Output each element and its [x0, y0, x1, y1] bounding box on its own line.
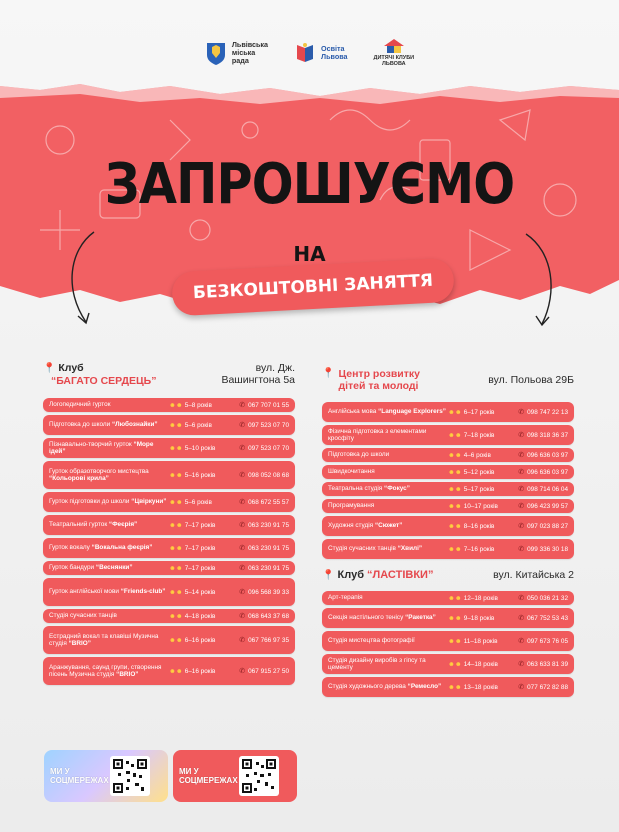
age-range: [448, 503, 510, 510]
activity-brand: “Море ідей”: [49, 440, 154, 455]
centre-rozvytku: [322, 368, 574, 700]
phone[interactable]: [231, 564, 289, 572]
phone-icon: ✆: [239, 472, 246, 479]
activity-name: [328, 426, 448, 445]
kids-icon: ☻☻: [169, 521, 183, 529]
phone-number[interactable]: 097 023 88 27: [527, 522, 568, 530]
social-label: МИ У СОЦМЕРЕЖАХ: [179, 767, 238, 785]
activity-row: [322, 608, 574, 628]
activity-name: [49, 399, 169, 411]
activity-title: Гурток вокалу: [49, 544, 90, 552]
phone[interactable]: [231, 471, 289, 479]
club-title: [43, 362, 156, 387]
activity-row: [322, 654, 574, 674]
age-range: [169, 445, 231, 452]
activity-brand: “BRIO”: [116, 671, 139, 678]
location-pin-icon: 📍: [322, 368, 335, 379]
phone-icon: ✆: [239, 565, 246, 572]
activity-row: [322, 539, 574, 559]
phone-icon: ✆: [518, 661, 525, 668]
age-text: 4–6 років: [463, 451, 491, 459]
kids-icon: ☻☻: [169, 444, 183, 452]
age-text: 5–6 років: [184, 498, 212, 506]
activity-name: [328, 406, 448, 418]
phone-icon: ✆: [518, 486, 525, 493]
kids-icon: ☻☻: [169, 588, 183, 596]
kids-icon: ☻☻: [169, 401, 183, 409]
phone-number[interactable]: 098 747 22 13: [527, 408, 568, 416]
phone[interactable]: [231, 421, 289, 429]
club-name: Центр розвитку дітей та молоді: [338, 368, 420, 392]
kids-icon: ☻☻: [448, 468, 462, 476]
activity-name: [328, 655, 448, 674]
activity-name: [49, 439, 169, 458]
age-text: 9–18 років: [463, 614, 495, 622]
age-range: [448, 452, 510, 459]
age-range: [448, 546, 510, 553]
subheadline: НА: [293, 242, 326, 266]
age-range: [169, 668, 231, 675]
activity-name: [49, 562, 169, 574]
activity-brand: “Кольорові крила”: [49, 475, 109, 482]
kids-icon: ☻☻: [169, 421, 183, 429]
activity-row: [322, 499, 574, 513]
activity-brand: “Веснянки”: [95, 564, 133, 572]
phone-number[interactable]: 098 318 36 37: [527, 431, 568, 439]
phone-number[interactable]: 050 036 21 32: [527, 594, 568, 602]
phone-icon: ✆: [518, 684, 525, 691]
activity-row: [322, 516, 574, 536]
age-text: 5–10 років: [184, 444, 216, 452]
club-label: Клуб: [337, 569, 364, 581]
phone-icon: ✆: [518, 432, 525, 439]
curved-arrow-left-icon: [64, 230, 104, 330]
phone[interactable]: [510, 683, 568, 691]
activity-brand: “Language Explorers”: [378, 408, 446, 416]
activity-title: Арт-терапія: [328, 594, 363, 602]
activity-row: [322, 631, 574, 651]
location-pin-icon: 📍: [322, 570, 335, 581]
logo-text: ДИТЯЧІ КЛУБИ ЛЬВОВА: [373, 55, 415, 67]
activity-list: [322, 402, 574, 559]
age-range: [448, 523, 510, 530]
activity-title: Театральна студія: [328, 485, 385, 493]
phone[interactable]: [231, 544, 289, 552]
age-range: [169, 565, 231, 572]
phone-number[interactable]: 098 052 08 68: [248, 471, 289, 479]
activity-title: Гурток англійської мови: [49, 588, 119, 596]
activity-list: [322, 591, 574, 697]
activity-row: [43, 415, 295, 435]
club-address: вул. Дж. Вашингтона 5а: [221, 362, 295, 386]
activity-brand: “Феєрія”: [108, 521, 138, 529]
phone[interactable]: [510, 431, 568, 439]
activity-name: [49, 610, 169, 622]
age-range: [448, 469, 510, 476]
club-address: вул. Польова 29Б: [488, 374, 574, 386]
phone[interactable]: [510, 545, 568, 553]
kids-icon: ☻☻: [448, 683, 462, 691]
activity-title: Студія сучасних танців: [49, 612, 117, 620]
age-text: 10–17 років: [463, 502, 498, 510]
logo-text: Львівська міська рада: [231, 39, 269, 65]
phone[interactable]: [510, 660, 568, 668]
phone-icon: ✆: [239, 499, 246, 506]
activity-title: Пізнавально-творчий гурток: [49, 440, 132, 448]
phone-icon: ✆: [518, 615, 525, 622]
phone[interactable]: [231, 498, 289, 506]
kids-icon: ☻☻: [448, 614, 462, 622]
phone-icon: ✆: [239, 422, 246, 429]
activity-name: [328, 483, 448, 495]
activity-brand: “Фокус”: [384, 485, 410, 493]
activity-brand: “Ракетка”: [405, 614, 436, 622]
activity-row: [43, 657, 295, 685]
partner-logos: [0, 38, 619, 67]
activity-brand: “Ремесло”: [407, 683, 442, 691]
phone[interactable]: [231, 588, 289, 596]
age-text: 7–17 років: [184, 521, 216, 529]
activity-row: [43, 561, 295, 575]
activity-name: [49, 496, 169, 508]
kids-icon: ☻☻: [169, 667, 183, 675]
age-range: [448, 432, 510, 439]
kids-icon: ☻☻: [448, 485, 462, 493]
activity-title: Естрадний вокал та клавіші Музична студія: [49, 632, 159, 647]
club-address: вул. Китайська 2: [493, 569, 574, 581]
kids-icon: ☻☻: [169, 544, 183, 552]
phone-icon: ✆: [239, 522, 246, 529]
phone[interactable]: [510, 637, 568, 645]
age-text: 7–17 років: [184, 544, 216, 552]
age-range: [169, 472, 231, 479]
age-text: 6–16 років: [184, 667, 216, 675]
kids-icon: ☻☻: [448, 431, 462, 439]
phone-icon: ✆: [239, 445, 246, 452]
age-range: [448, 615, 510, 622]
age-range: [169, 499, 231, 506]
phone[interactable]: [231, 444, 289, 452]
phone-number[interactable]: 097 523 07 70: [248, 444, 289, 452]
activity-name: [49, 631, 169, 650]
activity-list: [43, 398, 295, 685]
activity-row: [43, 438, 295, 458]
osvita-lviv-logo: [294, 41, 348, 65]
activity-title: Студія художнього дерева: [328, 683, 406, 691]
phone[interactable]: [510, 522, 568, 530]
activity-row: [43, 626, 295, 654]
phone-icon: ✆: [518, 595, 525, 602]
kids-icon: ☻☻: [169, 636, 183, 644]
activity-brand: “Вокальна феєрія”: [91, 544, 153, 552]
phone-number[interactable]: 097 523 07 70: [248, 421, 289, 429]
activity-row: [322, 465, 574, 479]
age-text: 5–14 років: [184, 588, 216, 596]
phone[interactable]: [231, 636, 289, 644]
phone-number[interactable]: 068 672 55 57: [248, 498, 289, 506]
social-card[interactable]: [44, 750, 168, 802]
activity-name: [49, 662, 169, 681]
club-name: “ЛАСТІВКИ”: [367, 569, 434, 581]
phone-number[interactable]: 068 643 37 68: [248, 612, 289, 620]
phone-icon: ✆: [239, 613, 246, 620]
phone-icon: ✆: [239, 545, 246, 552]
activity-title: Секція настільного тенісу: [328, 614, 404, 622]
phone-icon: ✆: [239, 668, 246, 675]
kids-icon: ☻☻: [448, 451, 462, 459]
phone[interactable]: [510, 502, 568, 510]
activity-brand: “Сюжет”: [374, 522, 403, 530]
phone-number[interactable]: 063 230 91 75: [248, 544, 289, 552]
phone-number[interactable]: 096 568 39 33: [248, 588, 289, 596]
kids-icon: ☻☻: [448, 502, 462, 510]
activity-name: [328, 520, 448, 532]
activity-title: Підготовка до школи: [328, 451, 390, 459]
osvita-book-icon: [294, 41, 316, 65]
activity-title: Студія мистецтва фотографії: [328, 637, 415, 645]
phone-number[interactable]: 063 633 81 39: [527, 660, 568, 668]
kids-icon: ☻☻: [169, 498, 183, 506]
phone-icon: ✆: [518, 452, 525, 459]
club-name: “БАГАТО СЕРДЕЦЬ”: [51, 375, 157, 387]
phone-number[interactable]: 098 714 06 04: [527, 485, 568, 493]
age-range: [448, 595, 510, 602]
activity-brand: “Friends-club”: [120, 588, 166, 596]
age-range: [169, 402, 231, 409]
logo-text: Освіта Львова: [321, 43, 348, 61]
activity-title: Логопедичний гурток: [49, 401, 111, 409]
activity-row: [43, 398, 295, 412]
activity-name: [328, 612, 448, 624]
activity-title: Швидкочитання: [328, 468, 375, 476]
age-text: 5–8 років: [184, 401, 212, 409]
phone[interactable]: [231, 521, 289, 529]
activity-title: Фізична підготовка з елементами кросфіту: [328, 427, 427, 442]
activity-name: [328, 681, 448, 693]
activity-title: Студія дизайну виробів з гіпсу та цементу: [328, 656, 426, 671]
location-pin-icon: 📍: [43, 363, 56, 374]
activity-name: [328, 543, 448, 555]
club-header: [43, 362, 295, 398]
club-header: [322, 368, 574, 402]
activity-row: [43, 515, 295, 535]
age-range: [169, 422, 231, 429]
age-range: [169, 613, 231, 620]
phone-number[interactable]: 067 707 01 55: [248, 401, 289, 409]
phone-icon: ✆: [518, 409, 525, 416]
age-text: 6–16 років: [184, 636, 216, 644]
phone[interactable]: [510, 614, 568, 622]
social-label: МИ У СОЦМЕРЕЖАХ: [50, 767, 109, 785]
club-title: [322, 569, 433, 582]
phone-icon: ✆: [518, 638, 525, 645]
age-text: 12–18 років: [463, 594, 498, 602]
age-range: [448, 684, 510, 691]
kids-clubs-logo: [374, 38, 415, 67]
activity-name: [328, 500, 448, 512]
activity-title: Підготовка до школи: [49, 421, 111, 429]
age-text: 6–17 років: [463, 408, 495, 416]
activity-row: [322, 425, 574, 445]
club-title: [322, 368, 420, 392]
age-text: 7–16 років: [463, 545, 495, 553]
phone-number[interactable]: 063 230 91 75: [248, 564, 289, 572]
phone-icon: ✆: [518, 469, 525, 476]
age-range: [448, 661, 510, 668]
age-range: [448, 486, 510, 493]
activity-name: [328, 635, 448, 647]
phone[interactable]: [231, 667, 289, 675]
kids-icon: ☻☻: [448, 522, 462, 530]
age-text: 8–16 років: [463, 522, 495, 530]
kids-icon: ☻☻: [169, 612, 183, 620]
activity-row: [322, 402, 574, 422]
phone[interactable]: [231, 401, 289, 409]
phone[interactable]: [510, 594, 568, 602]
activity-name: [49, 466, 169, 485]
activity-title: Гурток образотворчого мистецтва: [49, 467, 149, 475]
phone[interactable]: [510, 468, 568, 476]
age-range: [448, 409, 510, 416]
phone-icon: ✆: [518, 523, 525, 530]
free-classes-pill: БЕЗКОШТОВНІ ЗАНЯТТЯ: [171, 258, 455, 317]
activity-name: [328, 466, 448, 478]
activity-row: [43, 461, 295, 489]
qr-code-icon[interactable]: [110, 756, 150, 796]
activity-brand: “Любознайки”: [111, 421, 158, 429]
age-range: [169, 522, 231, 529]
age-range: [169, 545, 231, 552]
club-label: Клуб: [58, 362, 84, 374]
phone[interactable]: [510, 408, 568, 416]
activity-row: [43, 538, 295, 558]
activity-title: Програмування: [328, 502, 375, 510]
age-text: 11–18 років: [463, 637, 498, 645]
activity-name: [49, 586, 169, 598]
age-text: 14–18 років: [463, 660, 498, 668]
activity-row: [43, 609, 295, 623]
activity-name: [49, 519, 169, 531]
phone[interactable]: [231, 612, 289, 620]
age-text: 5–17 років: [463, 485, 495, 493]
qr-code-icon[interactable]: [239, 756, 279, 796]
activity-name: [49, 419, 169, 431]
phone-number[interactable]: 096 636 03 97: [527, 451, 568, 459]
phone-number[interactable]: 067 752 53 43: [527, 614, 568, 622]
phone-icon: ✆: [239, 589, 246, 596]
lviv-coat-of-arms-icon: [205, 41, 227, 65]
phone-number[interactable]: 099 336 30 18: [527, 545, 568, 553]
age-text: 4–18 років: [184, 612, 216, 620]
phone-number[interactable]: 096 636 03 97: [527, 468, 568, 476]
phone-icon: ✆: [518, 503, 525, 510]
kids-icon: ☻☻: [448, 545, 462, 553]
age-range: [169, 637, 231, 644]
age-text: 5–6 років: [184, 421, 212, 429]
club-bagato-serdets: [43, 362, 295, 688]
age-text: 5–12 років: [463, 468, 495, 476]
kids-icon: ☻☻: [448, 408, 462, 416]
phone-number[interactable]: 097 673 76 05: [527, 637, 568, 645]
kids-icon: ☻☻: [169, 564, 183, 572]
social-card[interactable]: [173, 750, 297, 802]
kids-icon: ☻☻: [448, 660, 462, 668]
activity-title: Аранжування, саунд групи, створення пісень Музична студія: [49, 663, 162, 678]
kids-icon: ☻☻: [448, 594, 462, 602]
activity-title: Художня студія: [328, 522, 374, 530]
lviv-council-logo: [205, 41, 268, 65]
age-text: 5–16 років: [184, 471, 216, 479]
club-header: [322, 569, 574, 591]
activity-title: Англійська мова: [328, 408, 377, 416]
activity-brand: “BRIO”: [68, 640, 91, 647]
activity-row: [43, 578, 295, 606]
activity-title: Гурток підготовки до школи: [49, 498, 130, 506]
activity-row: [43, 492, 295, 512]
phone-number[interactable]: 063 230 91 75: [248, 521, 289, 529]
phone-icon: ✆: [239, 402, 246, 409]
phone-number[interactable]: 077 672 82 88: [527, 683, 568, 691]
phone[interactable]: [510, 485, 568, 493]
activity-row: [322, 448, 574, 462]
activity-brand: “Хвилі”: [397, 545, 423, 553]
activity-name: [49, 542, 169, 554]
phone-number[interactable]: 067 766 97 35: [248, 636, 289, 644]
age-text: 13–18 років: [463, 683, 498, 691]
phone[interactable]: [510, 451, 568, 459]
phone-icon: ✆: [239, 637, 246, 644]
age-text: 7–17 років: [184, 564, 216, 572]
activity-brand: “Цвіркуни”: [131, 498, 167, 506]
phone-icon: ✆: [518, 546, 525, 553]
age-range: [169, 589, 231, 596]
house-icon: [381, 38, 407, 54]
age-range: [448, 638, 510, 645]
activity-title: Гурток бандури: [49, 564, 96, 572]
kids-icon: ☻☻: [169, 471, 183, 479]
age-text: 7–18 років: [463, 431, 495, 439]
phone-number[interactable]: 096 423 99 57: [527, 502, 568, 510]
activity-title: Театральний гурток: [49, 521, 108, 529]
activity-row: [322, 482, 574, 496]
activity-name: [328, 449, 448, 461]
phone-number[interactable]: 067 915 27 50: [248, 667, 289, 675]
activity-row: [322, 591, 574, 605]
activity-name: [328, 592, 448, 604]
headline: ЗАПРОШУЄМО: [104, 152, 515, 217]
kids-icon: ☻☻: [448, 637, 462, 645]
activity-row: [322, 677, 574, 697]
curved-arrow-right-icon: [518, 232, 558, 332]
activity-title: Студія сучасних танців: [328, 545, 396, 553]
